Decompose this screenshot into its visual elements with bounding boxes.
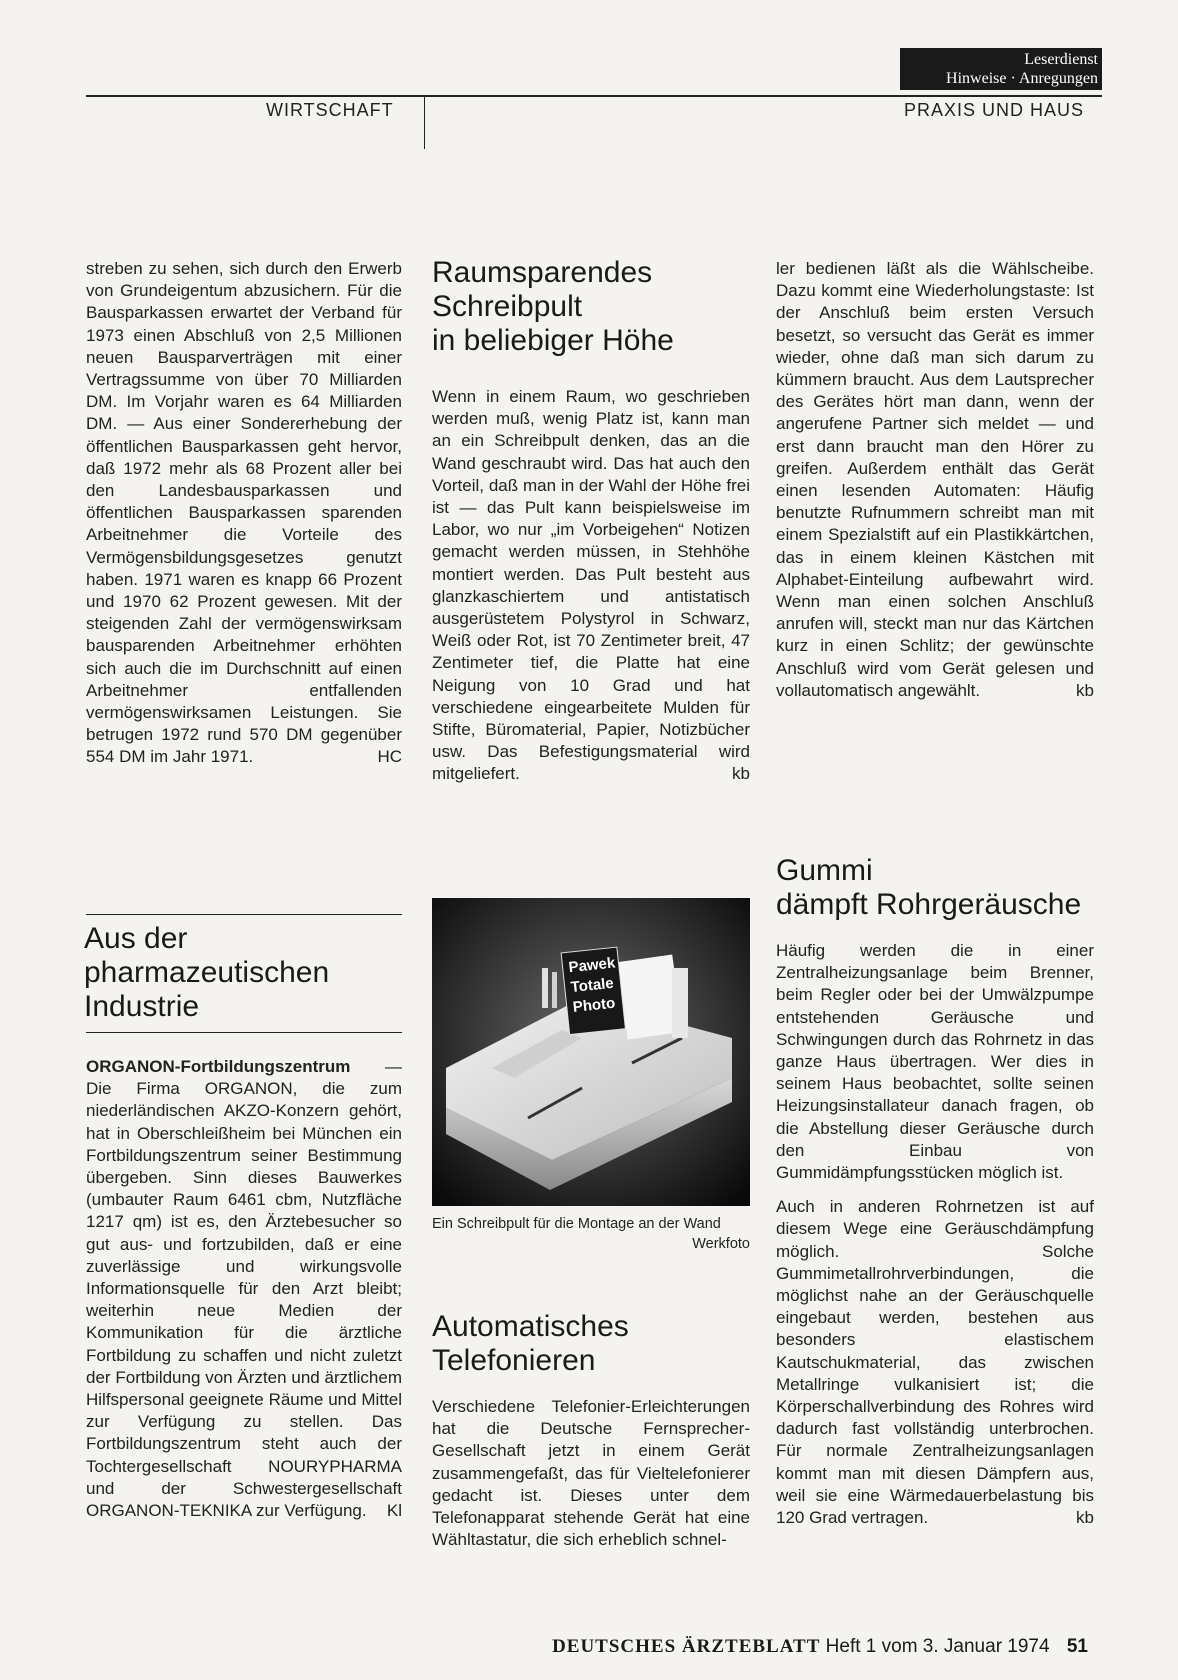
section-title-left: WIRTSCHAFT — [266, 100, 394, 120]
article-telefonieren-continued — [776, 258, 1094, 702]
headline-line: Schreibpult — [432, 290, 583, 323]
article-text: streben zu sehen, sich durch den Erwerb von Grundeigentum abzusichern. Für die Bausparkassen erwartet der Verband für 1973 einen Abschluß von 2,5 Millionen neuen Bausparverträgen mit einer Vertragssumme von über 70 Milliarden DM. Im Vorjahr waren es 64 Milliarden DM. — Aus einer Sondererhebung der öffentlichen Bausparkassen geht hervor, daß 1972 mehr als 68 Prozent aller bei den Landesbausparkassen und öffentlichen Bausparkassen sparenden Arbeitnehmer die Vorteile des Vermögensbildungsgesetzes genutzt haben. 1971 waren es knapp 66 Prozent und 1970 62 Prozent gewesen. Mit der steigenden Zahl der vermögenswirksam bausparenden Arbeitnehmer erhöhten sich auch die im Durchschnitt auf einen Arbeitnehmer entfallenden vermögenswirksamen Leistungen. Sie betrugen 1972 rund 570 DM gegenüber 554 DM im Jahr 1971. — [86, 259, 402, 767]
issue-info: Heft 1 vom 3. Januar 1974 — [825, 1636, 1050, 1657]
headline-line: pharmazeutischen — [84, 956, 330, 989]
article-text: Wenn in einem Raum, wo geschrieben werden muß, wenig Platz ist, kann man an ein Schreibpult denken, das an die Wand geschraubt wird. Das hat auch den Vorteil, daß man in der Wahl der Höhe frei ist — das Pult kann beispielsweise im Labor, wo nur „im Vorbeigehen“ Notizen gemacht werden müssen, in Stehhöhe montiert werden. Das Pult besteht aus glanzkaschiertem und antistatisch ausgerüstetem Polystyrol in Schwarz, Weiß oder Rot, ist 70 Zentimeter breit, 47 Zentimeter tief, die Platte hat eine Neigung von 10 Grad und hat verschiedene eingearbeitete Mulden für Stifte, Büromaterial, Papier, Notizbücher usw. Das Befestigungsmaterial wird mitgeliefert. — [432, 387, 750, 784]
section-rule-bottom — [86, 1032, 402, 1033]
headline-line: Raumsparendes — [432, 256, 653, 289]
article-text: Verschiedene Telefonier-Erleichterungen hat die Deutsche Fernsprecher-Gesellschaft jetzt in einem Gerät zusammengefaßt, das für Vieltelefonierer gedacht ist. Dieses unter dem Telefonapparat stehende Gerät hat eine Wähltastatur, die sich erheblich schnel- — [432, 1397, 750, 1550]
desk-illustration — [432, 898, 750, 1206]
schreibpult-photo — [432, 898, 750, 1206]
headline-schreibpult — [432, 256, 762, 358]
author-sign: HC — [377, 747, 402, 767]
section-rule-top — [86, 914, 402, 915]
leserdienst-badge — [900, 48, 1102, 90]
headline-pharma — [84, 922, 414, 1024]
article-text: — Die Firma ORGANON, die zum niederländischen AKZO-Konzern gehört, hat in Oberschleißheim bei München ein Fortbildungszentrum seiner Bestimmung übergeben. Sinn dieses Bauwerkes (umbauter Raum 6461 cbm, Nutzfläche 1217 qm) ist es, den Ärztebesucher so gut aus- und fortzubilden, daß er eine zuverlässige und wirkungsvolle Informationsquelle für den Arzt bleibt; weiterhin neue Medien der Kommunikation für die ärztliche Fortbildung zu schaffen und nicht zuletzt der Fortbildung von Ärzten und ärztlichem Hilfspersonal geeignete Räume und Mittel zur Verfügung zu stellen. Das Fortbildungszentrum steht auch der Tochtergesellschaft NOURYPHARMA und der Schwestergesellschaft ORGANON-TEKNIKA zur Verfügung. — [86, 1057, 402, 1521]
caption-credit: Werkfoto — [692, 1236, 750, 1252]
article-lead: ORGANON-Fortbildungszentrum — [86, 1057, 351, 1076]
photo-card-text: Pawek — [567, 954, 617, 977]
caption-text: Ein Schreibpult für die Montage an der Wand — [432, 1216, 721, 1232]
headline-line: Industrie — [84, 990, 200, 1023]
section-title-right: PRAXIS UND HAUS — [904, 100, 1085, 120]
page-number: 51 — [1066, 1636, 1088, 1657]
header-rule — [86, 95, 1102, 97]
badge-line-1: Leserdienst — [1024, 51, 1098, 68]
photo-caption — [432, 1214, 750, 1254]
photo-card-text: Totale — [569, 974, 615, 997]
headline-gummi — [776, 854, 1106, 922]
page-footer — [0, 1636, 1088, 1658]
article-telefonieren — [432, 1396, 750, 1551]
headline-line: Automatisches — [432, 1310, 629, 1343]
article-text: Auch in anderen Rohrnetzen ist auf diesem Wege eine Geräuschdämpfung möglich. Solche Gummimetallrohrverbindungen, die möglichst nahe an der Geräuschquelle eingebaut werden, bestehen aus besonders elastischem Kautschukmaterial, das zwischen Metallringe vulkanisiert ist; die Körperschallverbindung des Rohres wird dadurch fast vollständig unterbrochen. Für normale Zentralheizungsanlagen kommt man mit diesen Dämpfern aus, weil sie eine Wärmedauerbelastung bis 120 Grad vertragen. — [776, 1197, 1094, 1528]
headline-line: in beliebiger Höhe — [432, 324, 674, 357]
author-sign: kb — [732, 764, 750, 784]
headline-line: Aus der — [84, 922, 188, 955]
article-schreibpult — [432, 386, 750, 786]
article-gummi — [776, 940, 1094, 1529]
article-bausparkassen — [86, 258, 402, 769]
photo-card-text: Photo — [572, 994, 617, 1017]
badge-line-2: Hinweise · Anregungen — [946, 70, 1098, 87]
headline-line: Telefonieren — [432, 1344, 596, 1377]
headline-telefonieren — [432, 1310, 762, 1378]
header-divider — [424, 95, 425, 149]
author-sign: Kl — [386, 1501, 402, 1521]
journal-title: DEUTSCHES ÄRZTEBLATT — [552, 1636, 821, 1657]
article-text: Häufig werden die in einer Zentralheizungsanlage beim Brenner, beim Regler oder bei der Umwälzpumpe entstehenden Geräusche und Schwingungen durch das Rohrnetz in das ganze Haus übertragen. Wer dies in seinem Haus beobachtet, sollte seinen Heizungsinstallateur danach fragen, ob die Abstellung dieser Geräusche durch den Einbau von Gummidämpfungsstücken möglich ist. — [776, 941, 1094, 1183]
author-sign: kb — [1076, 1508, 1094, 1528]
article-organon — [86, 1056, 402, 1522]
headline-line: dämpft Rohrgeräusche — [776, 888, 1082, 921]
article-text: ler bedienen läßt als die Wählscheibe. Dazu kommt eine Wiederholungstaste: Ist der Anschluß beim ersten Versuch besetzt, so versucht das Gerät es immer wieder, ohne daß man sich darum zu kümmern braucht. Aus dem Lautsprecher des Gerätes hört man dann, wenn der angerufene Partner sich meldet — und erst dann braucht man den Hörer zu greifen. Außerdem enthält das Gerät einen lesenden Automaten: Häufig benutzte Rufnummern schreibt man mit einem Spezialstift auf ein Plastikkärtchen, das in einem kleinen Kästchen mit Alphabet-Einteilung aufbewahrt wird. Wenn man einen solchen Anschluß anrufen will, steckt man nur das Kärtchen kurz in einen Schlitz; der gewünschte Anschluß wird vom Gerät gelesen und vollautomatisch angewählt. — [776, 259, 1094, 700]
author-sign: kb — [1076, 680, 1094, 700]
headline-line: Gummi — [776, 854, 873, 887]
